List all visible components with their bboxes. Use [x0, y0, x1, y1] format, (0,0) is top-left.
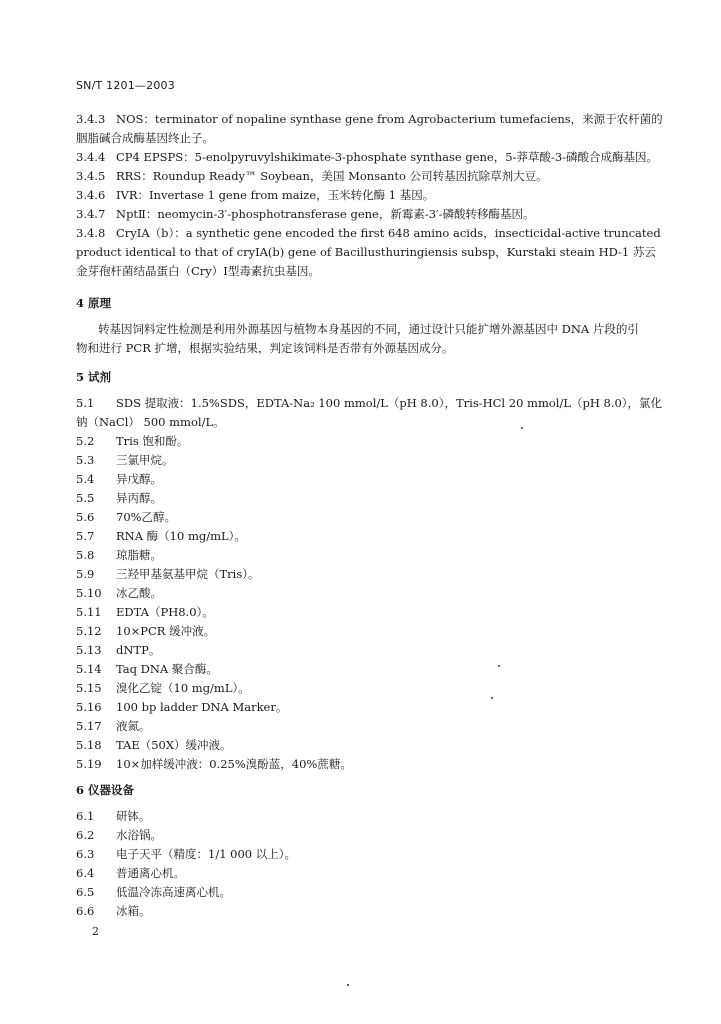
clause-number: 3.4.6	[76, 188, 106, 202]
reagent-item	[76, 700, 287, 715]
clause-number: 5.16	[76, 700, 102, 714]
clause-number: 5.6	[76, 510, 95, 524]
clause-text: RRS：Roundup Ready™ Soybean，美国 Monsanto 公司转基因抗除草剂大豆。	[116, 169, 548, 183]
section-heading-principle: 4 原理	[76, 296, 112, 310]
clause-text: Taq DNA 聚合酶。	[116, 662, 218, 676]
clause-number: 3.4.4	[76, 150, 106, 164]
clause-text: 10×PCR 缓冲液。	[116, 624, 216, 638]
reagent-item	[76, 605, 214, 620]
clause-text: 70%乙醇。	[116, 510, 177, 524]
clause-number: 5.7	[76, 529, 95, 543]
clause-number: 5.9	[76, 567, 95, 581]
clause-text: 电子天平（精度：1/1 000 以上）。	[116, 847, 297, 861]
definition-3-4-7	[76, 207, 535, 222]
clause-number: 6.2	[76, 828, 95, 842]
definition-3-4-4	[76, 150, 658, 165]
clause-text: EDTA（PH8.0）。	[116, 605, 214, 619]
clause-text: 异戊醇。	[116, 472, 162, 486]
clause-text: 琼脂糖。	[116, 548, 162, 562]
scan-speck	[347, 984, 349, 986]
clause-continuation: 钠（NaCl） 500 mmol/L。	[76, 415, 225, 429]
clause-text: 100 bp ladder DNA Marker。	[116, 700, 288, 714]
reagent-item	[76, 643, 160, 658]
clause-text: NptⅡ：neomycin-3′-phosphotransferase gene，新霉素-3′-磷酸转移酶基因。	[116, 207, 535, 221]
standard-code-header: SN/T 1201—2003	[76, 79, 175, 92]
clause-text: RNA 酶（10 mg/mL）。	[116, 529, 246, 543]
clause-number: 5.13	[76, 643, 102, 657]
clause-number: 6.6	[76, 904, 95, 918]
clause-number: 5.14	[76, 662, 102, 676]
clause-continuation: 金芽孢杆菌结晶蛋白（Cry）Ⅰ型毒素抗虫基因。	[76, 264, 320, 278]
clause-number: 6.3	[76, 847, 95, 861]
clause-number: 6.1	[76, 809, 95, 823]
reagent-item	[76, 472, 162, 487]
principle-paragraph	[76, 320, 648, 358]
clause-number: 3.4.8	[76, 226, 106, 240]
clause-continuation: 胭脂碱合成酶基因终止子。	[76, 131, 214, 145]
clause-text: CryIA（b）：a synthetic gene encoded the first 648 amino acids，insecticidal-active truncated	[116, 226, 661, 240]
clause-text: 研钵。	[116, 809, 151, 823]
clause-number: 3.4.7	[76, 207, 106, 221]
clause-text: SDS 提取液：1.5%SDS，EDTA-Na₂ 100 mmol/L（pH 8.0），Tris-HCl 20 mmol/L（pH 8.0），氯化	[116, 396, 663, 410]
apparatus-item	[76, 885, 231, 900]
clause-number: 5.8	[76, 548, 95, 562]
scan-speck	[521, 427, 523, 429]
clause-number: 5.2	[76, 434, 95, 448]
definition-3-4-3	[76, 112, 663, 127]
reagent-item	[76, 548, 162, 563]
reagent-item	[76, 757, 352, 772]
clause-number: 5.18	[76, 738, 102, 752]
clause-number: 5.15	[76, 681, 102, 695]
clause-text: 三羟甲基氨基甲烷（Tris）。	[116, 567, 260, 581]
definition-3-4-8	[76, 226, 661, 241]
reagent-item	[76, 586, 162, 601]
definition-3-4-6	[76, 188, 434, 203]
clause-text: 液氮。	[116, 719, 151, 733]
clause-number: 5.4	[76, 472, 95, 486]
reagent-item	[76, 624, 215, 639]
reagent-item	[76, 681, 250, 696]
scan-speck	[498, 665, 500, 667]
clause-number: 5.3	[76, 453, 95, 467]
reagent-item	[76, 491, 162, 506]
clause-number: 6.5	[76, 885, 95, 899]
clause-text: 水浴锅。	[116, 828, 162, 842]
clause-number: 3.4.3	[76, 112, 106, 126]
clause-text: 冰乙酸。	[116, 586, 162, 600]
clause-number: 5.19	[76, 757, 102, 771]
reagent-item	[76, 510, 176, 525]
reagent-item	[76, 567, 260, 582]
clause-continuation: product identical to that of cryIA(b) gene of Bacillusthuringiensis subsp，Kurstaki steain HD-1 苏云	[76, 245, 656, 259]
clause-number: 5.12	[76, 624, 102, 638]
section-heading-reagents: 5 试剂	[76, 370, 112, 384]
clause-text: 10×加样缓冲液：0.25%溴酚蓝，40%蔗糖。	[116, 757, 352, 771]
clause-number: 6.4	[76, 866, 95, 880]
reagent-item	[76, 396, 662, 411]
reagent-item	[76, 434, 188, 449]
apparatus-item	[76, 809, 151, 824]
clause-text: 冰箱。	[116, 904, 151, 918]
clause-text: 异丙醇。	[116, 491, 162, 505]
apparatus-item	[76, 828, 162, 843]
clause-text: IVR：Invertase 1 gene from maize，玉米转化酶 1 基因。	[116, 188, 435, 202]
apparatus-item	[76, 904, 151, 919]
clause-number: 5.11	[76, 605, 102, 619]
clause-text: 溴化乙锭（10 mg/mL）。	[116, 681, 250, 695]
apparatus-item	[76, 866, 185, 881]
definition-3-4-5	[76, 169, 548, 184]
clause-text: dNTP。	[116, 643, 161, 657]
clause-number: 5.5	[76, 491, 95, 505]
reagent-item	[76, 662, 218, 677]
clause-text: CP4 EPSPS：5-enolpyruvylshikimate-3-phosphate synthase gene，5-莽草酸-3-磷酸合成酶基因。	[116, 150, 659, 164]
clause-text: 普通离心机。	[116, 866, 185, 880]
reagent-item	[76, 453, 174, 468]
section-heading-apparatus: 6 仪器设备	[76, 783, 135, 797]
reagent-item	[76, 738, 232, 753]
scan-speck	[491, 697, 493, 699]
clause-text: TAE（50X）缓冲液。	[116, 738, 232, 752]
principle-text: 转基因饲料定性检测是利用外源基因与植物本身基因的不同，通过设计只能扩增外源基因中 DNA 片段的引物和进行 PCR 扩增，根据实验结果，判定该饲料是否带有外源基因成分。	[76, 322, 639, 355]
clause-text: NOS：terminator of nopaline synthase gene from Agrobacterium tumefaciens，来源于农杆菌的	[116, 112, 663, 126]
clause-text: 三氯甲烷。	[116, 453, 174, 467]
reagent-item	[76, 719, 151, 734]
clause-number: 5.1	[76, 396, 95, 410]
clause-number: 3.4.5	[76, 169, 106, 183]
clause-number: 5.10	[76, 586, 102, 600]
apparatus-item	[76, 847, 296, 862]
clause-text: 低温冷冻高速离心机。	[116, 885, 231, 899]
clause-number: 5.17	[76, 719, 102, 733]
reagent-item	[76, 529, 246, 544]
page-number: 2	[92, 925, 99, 938]
clause-text: Tris 饱和酚。	[116, 434, 189, 448]
